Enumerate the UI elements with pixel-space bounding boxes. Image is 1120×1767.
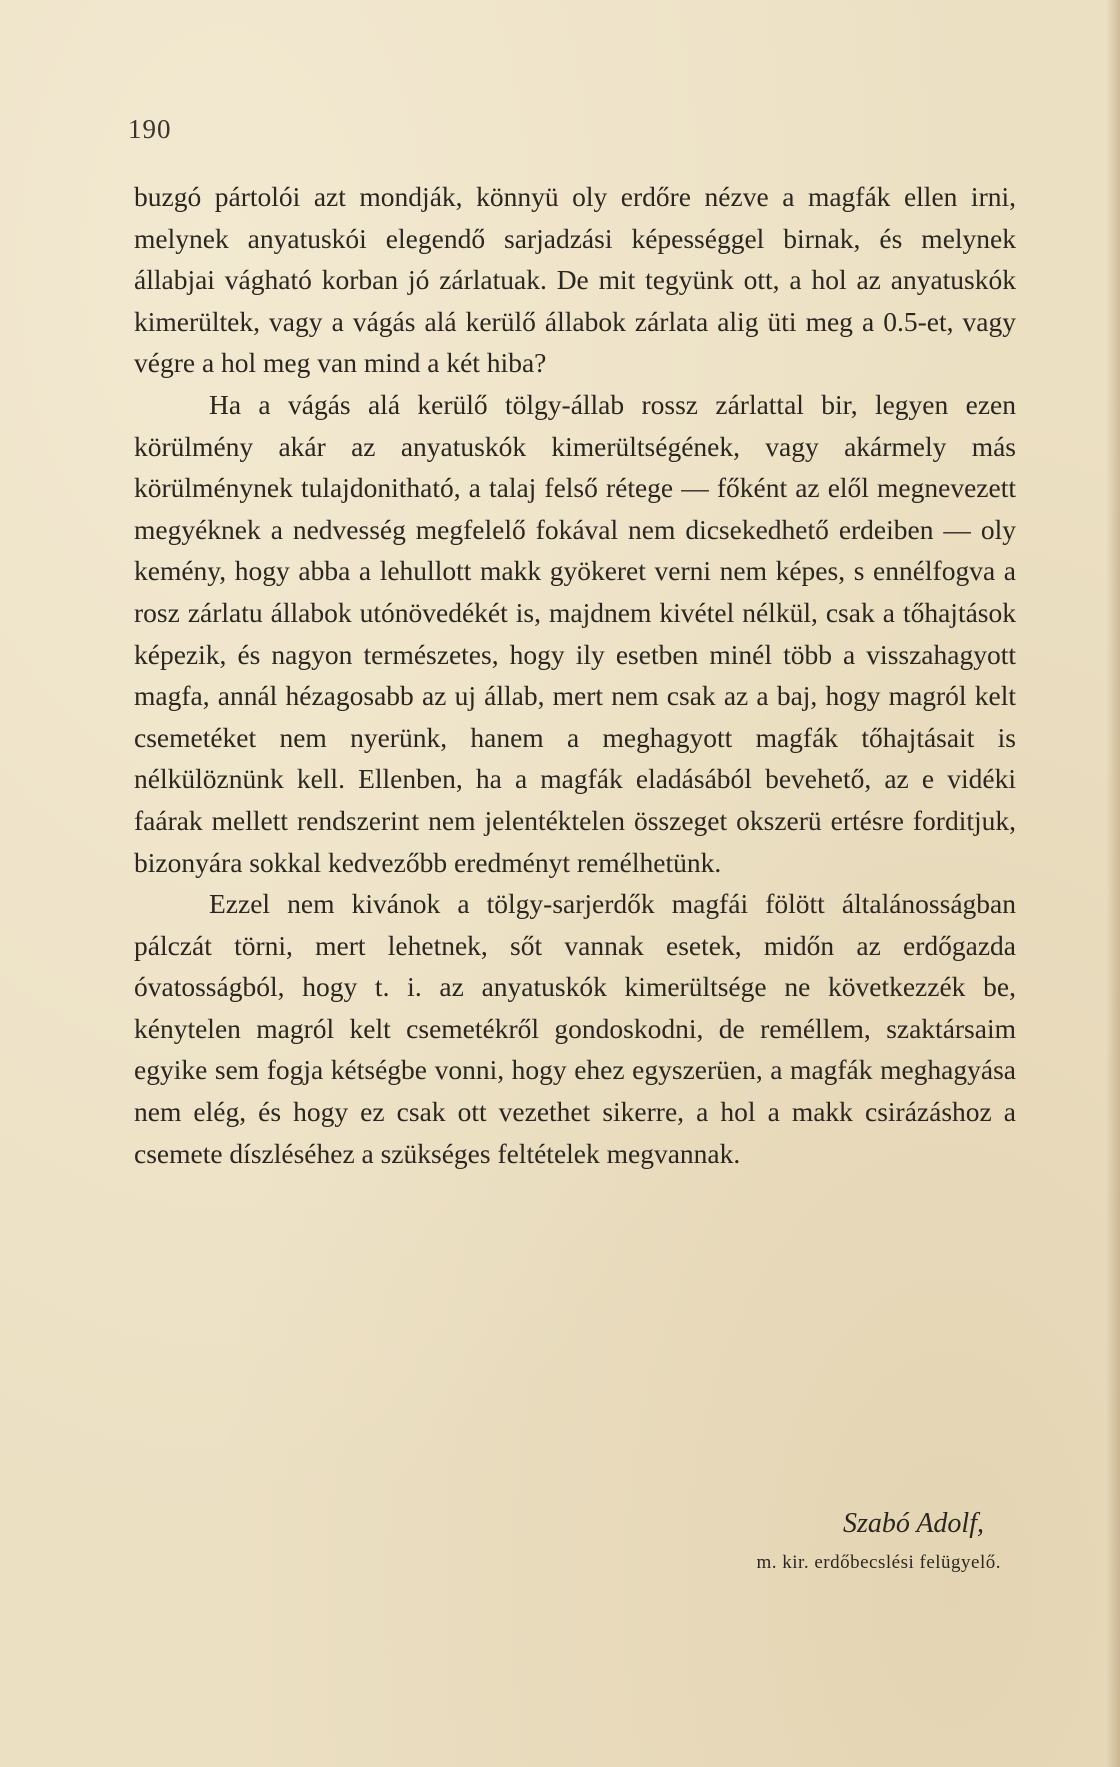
author-name: Szabó Adolf, <box>842 1508 984 1539</box>
signature-block <box>134 1503 1016 1581</box>
page-edge-shadow <box>1106 0 1120 1767</box>
author-title: m. kir. erdőbecslési felügyelő. <box>756 1552 1001 1573</box>
paragraph: Ha a vágás alá kerülő tölgy-állab rossz zárlattal bir, legyen ezen körülmény akár az anyatuskók kimerültségének, vagy akármely más körülménynek tulajdonitható, a talaj felső rétege — főként az elől megnevezett megyéknek a nedvesség megfelelő fokával nem dicsekedhető erdeiben — oly kemény, hogy abba a lehullott makk gyökeret verni nem képes, s ennélfogva a rosz zárlatu állabok utónövedékét is, majdnem kivétel nélkül, csak a tőhajtások képezik, és nagyon természetes, hogy ily esetben minél több a visszahagyott magfa, annál hézagosabb az uj állab, mert nem csak az a baj, hogy magról kelt csemetéket nem nyerünk, hanem a meghagyott magfák tőhajtásait is nélkülöznünk kell. Ellenben, ha a magfák eladásából bevehető, az e vidéki faárak mellett rendszerint nem jelentéktelen összeget okszerü ertésre forditjuk, bizonyára sokkal kedvezőbb eredményt remélhetünk. <box>134 388 1016 878</box>
paragraph: Ezzel nem kivánok a tölgy-sarjerdők magfái fölött általánosságban pálczát törni, mert lehetnek, sőt vannak esetek, midőn az erdőgazda óvatosságból, hogy t. i. az anyatuskók kimerültsége ne következzék be, kénytelen magról kelt csemetékről gondoskodni, de reméllem, szaktársaim egyike sem fogja kétségbe vonni, hogy ehez egyszerüen, a magfák meghagyása nem elég, és hogy ez csak ott vezethet sikerre, a hol a makk csirázáshoz a csemete díszléséhez a szükséges feltételek megvannak. <box>134 888 1016 1169</box>
paragraph-continuation: buzgó pártolói azt mondják, könnyü oly erdőre nézve a magfák ellen irni, melynek anyatuskói elegendő sarjadzási képességgel birnak, és melynek állabjai vágható korban jó zárlatuak. De mit tegyünk ott, a hol az anyatuskók kimerültek, vagy a vágás alá kerülő állabok zárlata alig üti meg a 0.5-et, vagy végre a hol meg van mind a két hiba? <box>134 181 1016 379</box>
body-text <box>134 176 1016 1174</box>
page-number: 190 <box>128 114 172 144</box>
